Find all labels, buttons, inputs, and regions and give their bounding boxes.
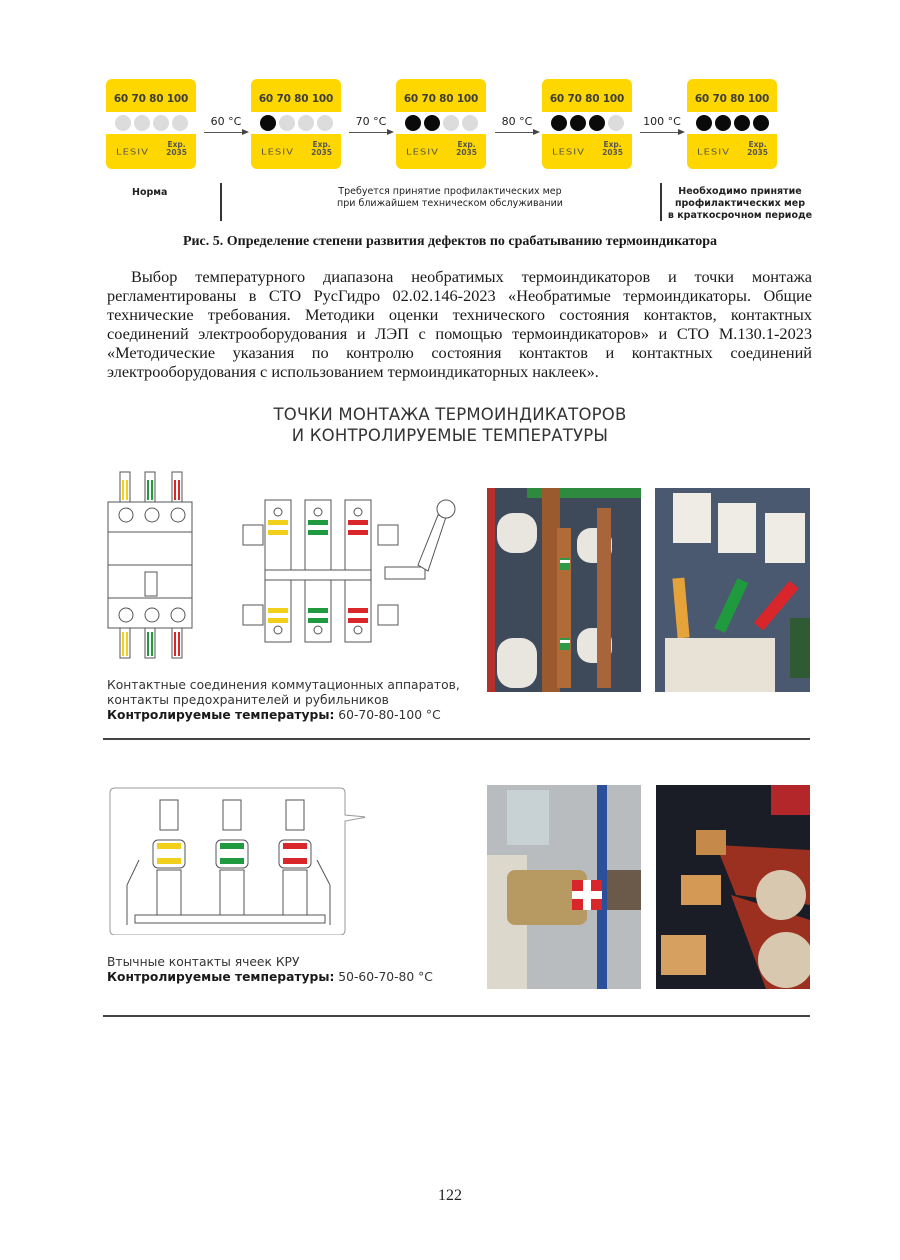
legend-urgent-line3: в краткосрочном периоде	[667, 210, 813, 221]
indicator-dot-idle	[279, 115, 295, 131]
indicator-card-normal	[106, 79, 196, 169]
transition-arrow-60	[202, 115, 250, 135]
indicator-expiry	[456, 141, 477, 157]
indicator-expiry	[747, 141, 768, 157]
indicator-dot-idle	[298, 115, 314, 131]
temp-label: Контролируемые температуры:	[107, 970, 335, 984]
section-divider	[103, 1015, 810, 1017]
indicator-dot-triggered	[405, 115, 421, 131]
indicator-dot-triggered	[260, 115, 276, 131]
indicator-brand: LESIV	[552, 148, 586, 157]
indicator-dot-idle	[443, 115, 459, 131]
indicator-brand: LESIV	[116, 148, 150, 157]
circuit-breaker-diagram	[105, 470, 195, 660]
arrow-line	[349, 132, 389, 133]
legend-preventive-line1: Требуется принятие профилактических мер	[338, 186, 562, 197]
indicator-dot-idle	[608, 115, 624, 131]
figure-caption: Рис. 5. Определение степени развития дефектов по срабатыванию термоиндикатора	[182, 234, 718, 249]
busbar-contacts-photo	[487, 488, 641, 692]
indicator-scale: 60 70 80 100	[113, 93, 189, 105]
indicator-dots	[106, 112, 196, 134]
indicator-dot-idle	[153, 115, 169, 131]
indicator-brand: LESIV	[261, 148, 295, 157]
arrow-right-icon	[387, 129, 394, 135]
expiry-label: Exp.	[457, 140, 476, 149]
transition-label: 70 °C	[355, 115, 387, 128]
indicator-brand: LESIV	[406, 148, 440, 157]
legend-preventive-line2: при ближайшем техническом обслуживании	[337, 198, 563, 209]
arrow-line	[640, 132, 680, 133]
indicator-dots	[542, 112, 632, 134]
indicator-dot-idle	[134, 115, 150, 131]
transition-arrow-100	[638, 115, 686, 135]
indicator-dots	[251, 112, 341, 134]
section-title-line2: И КОНТРОЛИРУЕМЫЕ ТЕМПЕРАТУРЫ	[291, 426, 609, 445]
switchgear-terminals-photo	[656, 785, 810, 989]
expiry-year: 2035	[602, 148, 623, 157]
temp-value: 60-70-80-100 °C	[334, 708, 441, 722]
arrow-right-icon	[533, 129, 540, 135]
page-number: 122	[438, 1187, 462, 1204]
transition-arrow-80	[493, 115, 541, 135]
block1-desc-line1: Контактные соединения коммутационных аппаратов,	[107, 678, 460, 692]
expiry-label: Exp.	[748, 140, 767, 149]
indicator-card-80	[542, 79, 632, 169]
temp-value: 50-60-70-80 °C	[334, 970, 433, 984]
indicator-expiry	[166, 141, 187, 157]
transition-label: 60 °C	[210, 115, 242, 128]
indicator-scale: 60 70 80 100	[694, 93, 770, 105]
indicator-progression	[106, 79, 786, 171]
indicator-dot-triggered	[753, 115, 769, 131]
block1-description	[107, 678, 460, 723]
switchgear-plug-contacts-diagram	[105, 785, 365, 935]
indicator-dot-idle	[115, 115, 131, 131]
indicator-dot-idle	[317, 115, 333, 131]
fuse-holders-photo	[655, 488, 810, 692]
transition-label: 100 °C	[643, 115, 681, 128]
legend-divider	[660, 183, 662, 221]
section-title	[0, 404, 900, 446]
indicator-dot-triggered	[589, 115, 605, 131]
block2-desc-line1: Втычные контакты ячеек КРУ	[107, 955, 300, 969]
indicator-dot-idle	[462, 115, 478, 131]
indicator-scale: 60 70 80 100	[258, 93, 334, 105]
legend-preventive	[300, 186, 600, 210]
expiry-year: 2035	[311, 148, 332, 157]
block2-temperatures	[107, 970, 433, 985]
arrow-right-icon	[242, 129, 249, 135]
arrow-line	[495, 132, 535, 133]
indicator-expiry	[602, 141, 623, 157]
indicator-dot-triggered	[424, 115, 440, 131]
expiry-year: 2035	[747, 148, 768, 157]
plug-in-contact-photo	[487, 785, 641, 989]
indicator-dot-triggered	[734, 115, 750, 131]
arrow-line	[204, 132, 244, 133]
expiry-year: 2035	[456, 148, 477, 157]
expiry-label: Exp.	[167, 140, 186, 149]
indicator-expiry	[311, 141, 332, 157]
expiry-label: Exp.	[603, 140, 622, 149]
temp-label: Контролируемые температуры:	[107, 708, 335, 722]
block1-temperatures	[107, 708, 460, 723]
indicator-card-100	[687, 79, 777, 169]
legend-divider	[220, 183, 222, 221]
indicator-dot-triggered	[551, 115, 567, 131]
transition-arrow-70	[347, 115, 395, 135]
indicator-card-70	[396, 79, 486, 169]
indicator-card-60	[251, 79, 341, 169]
body-paragraph	[107, 267, 812, 381]
legend-normal: Норма	[132, 187, 168, 198]
paragraph-text: Выбор температурного диапазона необратимых термоиндикаторов и точки монтажа регламентированы в СТО РусГидро 02.02.146-2023 «Необратимые термоиндикаторы. Общие технические требования. Методики оценки технического состояния контактов, контактных соединений электрооборудования и ЛЭП с помощью термоиндикаторов» и СТО М.130.1-2023 «Методические указания по контролю состояния контактов и контактных соединений электрооборудования с использованием термоиндикаторных наклеек».	[107, 267, 812, 381]
knife-switch-diagram	[240, 495, 460, 645]
legend-urgent	[664, 186, 816, 222]
section-title-line1: ТОЧКИ МОНТАЖА ТЕРМОИНДИКАТОРОВ	[273, 405, 627, 424]
indicator-scale: 60 70 80 100	[403, 93, 479, 105]
expiry-label: Exp.	[312, 140, 331, 149]
transition-label: 80 °C	[501, 115, 533, 128]
indicator-dot-triggered	[715, 115, 731, 131]
indicator-dots	[687, 112, 777, 134]
indicator-brand: LESIV	[697, 148, 731, 157]
section-divider	[103, 738, 810, 740]
indicator-dots	[396, 112, 486, 134]
indicator-dot-triggered	[696, 115, 712, 131]
block2-description	[107, 955, 433, 985]
indicator-dot-idle	[172, 115, 188, 131]
indicator-scale: 60 70 80 100	[549, 93, 625, 105]
legend-urgent-line2: профилактических мер	[674, 198, 806, 209]
indicator-dot-triggered	[570, 115, 586, 131]
arrow-right-icon	[678, 129, 685, 135]
legend-urgent-line1: Необходимо принятие	[678, 186, 802, 197]
expiry-year: 2035	[166, 148, 187, 157]
block1-desc-line2: контакты предохранителей и рубильников	[107, 693, 389, 707]
